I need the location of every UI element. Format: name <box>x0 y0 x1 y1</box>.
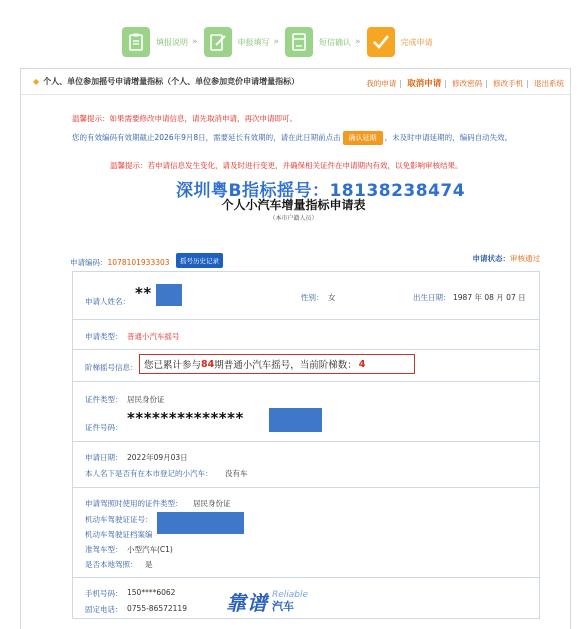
chevron-right-icon: » <box>355 37 361 47</box>
license-cert-label: 申请驾照时使用的证件类型： <box>85 499 183 508</box>
code-value: 1078101933303 <box>107 258 170 267</box>
nav-cancel-application[interactable]: 取消申请 <box>407 79 442 89</box>
checkmark-icon <box>367 27 395 57</box>
own-car-label: 本人名下是否有在本市登记的小汽车： <box>85 469 213 478</box>
local-license-value: 是 <box>145 560 153 569</box>
step-label: 短信确认 <box>319 37 352 47</box>
chevron-right-icon: » <box>192 37 198 47</box>
id-type-value: 居民身份证 <box>127 395 165 404</box>
phone-label: 固定电话： <box>85 605 123 614</box>
logo-en <box>272 590 308 614</box>
redaction-mask <box>157 512 244 534</box>
id-type-label: 证件类型： <box>85 395 123 404</box>
form-subtitle: （本市户籍人员） <box>269 215 318 222</box>
notice-modify: 温馨提示：如果需要修改申请信息，请先取消申请，再次申请即可。 <box>72 114 297 123</box>
license-class-value: 小型汽车(C1) <box>127 545 173 554</box>
section-apply-type <box>73 320 539 350</box>
logo-en-line1: Reliable <box>272 589 309 600</box>
license-number-label: 机动车驾驶证证号： <box>85 515 153 524</box>
progress-steps <box>122 22 439 62</box>
nav-change-password[interactable]: 修改密码 <box>452 79 483 88</box>
lottery-history-button[interactable]: 摇号历史记录 <box>176 253 223 268</box>
panel-title: 个人、单位参加摇号申请增量指标（个人、单位参加竞价申请增量指标） <box>43 77 300 86</box>
notice-change: 温馨提示：若申请信息发生变化，请及时进行变更，并确保相关证件在申请期内有效，以免影响审核结果。 <box>110 161 463 170</box>
apply-date-value: 2022年09月03日 <box>127 453 188 462</box>
application-details <box>72 271 540 619</box>
step-label: 申报填写 <box>237 37 270 47</box>
birth-label: 出生日期： <box>413 293 451 302</box>
license-file-label: 机动车驾驶证档案编 <box>85 530 153 539</box>
step-sms <box>285 27 361 57</box>
logo-cn: 靠谱 <box>226 591 268 615</box>
application-code <box>70 257 170 268</box>
step-complete <box>367 27 433 57</box>
step-fill <box>204 27 280 57</box>
nav-change-mobile[interactable]: 修改手机 <box>493 79 524 88</box>
mobile-value: 150****6062 <box>127 588 176 597</box>
notice-validity <box>72 131 564 145</box>
step-label: 完成申请 <box>400 37 433 47</box>
code-label: 申请编码： <box>70 258 108 267</box>
form-meta <box>70 253 540 271</box>
ladder-info-box <box>139 354 415 374</box>
logo-en-line2: 汽车 <box>272 599 294 613</box>
step-instructions <box>122 27 198 57</box>
section-license <box>73 488 539 578</box>
panel-header <box>21 69 570 95</box>
document-icon <box>285 27 313 57</box>
watermark-text: 深圳粤B指标摇号：18138238474 <box>176 181 466 201</box>
nav-my-application[interactable]: 我的申请 <box>366 79 397 88</box>
id-number-label: 证件号码： <box>85 423 123 432</box>
license-class-label: 准驾车型： <box>85 545 123 554</box>
mobile-label: 手机号码： <box>85 589 123 598</box>
edit-form-icon <box>204 27 232 57</box>
ladder-count: 84 <box>201 358 215 370</box>
chevron-right-icon: » <box>273 37 280 47</box>
step-label: 填报说明 <box>156 37 188 47</box>
validity-text: 您的有效编码有效期截止2026年9月8日，需要延长有效期的，请在此日期前点击 <box>72 133 341 142</box>
apply-type-label: 申请类型： <box>85 332 123 341</box>
phone-value: 0755-86572119 <box>127 604 187 613</box>
name-label: 申请人姓名： <box>85 297 130 306</box>
section-ladder <box>73 350 539 382</box>
own-car-value: 没有车 <box>225 469 248 478</box>
id-number-value: ************** <box>127 409 244 427</box>
ladder-label: 阶梯摇号信息： <box>85 363 138 372</box>
section-applicant <box>73 272 539 320</box>
apply-type-value: 普通小汽车摇号 <box>127 332 180 341</box>
ladder-text: 您已累计参与 <box>144 360 202 371</box>
section-id <box>73 382 539 442</box>
section-date <box>73 442 539 488</box>
validity-text-tail: ，未及时申请延期的，编码自动失效。 <box>384 133 513 142</box>
application-status <box>473 253 541 264</box>
redaction-mask <box>156 284 182 306</box>
gender-value: 女 <box>328 293 336 302</box>
apply-date-label: 申请日期： <box>85 453 123 462</box>
ladder-level: 4 <box>358 358 366 370</box>
brand-logo <box>226 587 308 616</box>
status-label: 申请状态： <box>472 254 510 263</box>
license-cert-value: 居民身份证 <box>193 499 231 508</box>
diamond-bullet-icon: ◆ <box>33 77 40 86</box>
form-title: 个人小汽车增量指标申请表 <box>221 198 366 212</box>
redaction-mask <box>269 408 322 432</box>
nav-logout[interactable]: 退出系统 <box>534 79 564 88</box>
renew-button[interactable]: 确认延期 <box>343 131 383 145</box>
gender-label: 性别： <box>301 293 324 302</box>
local-license-label: 是否本地驾照： <box>85 560 138 569</box>
ladder-text-mid: 期普通小汽车摇号，当前阶梯数： <box>214 360 357 371</box>
name-value: ** <box>135 284 152 302</box>
status-badge: 审核通过 <box>510 254 540 263</box>
birth-value: 1987 年 08 月 07 日 <box>453 293 526 302</box>
clipboard-icon <box>122 27 150 57</box>
top-nav: 我的申请 | 取消申请 | 修改密码 | 修改手机 | 退出系统 <box>366 79 564 89</box>
